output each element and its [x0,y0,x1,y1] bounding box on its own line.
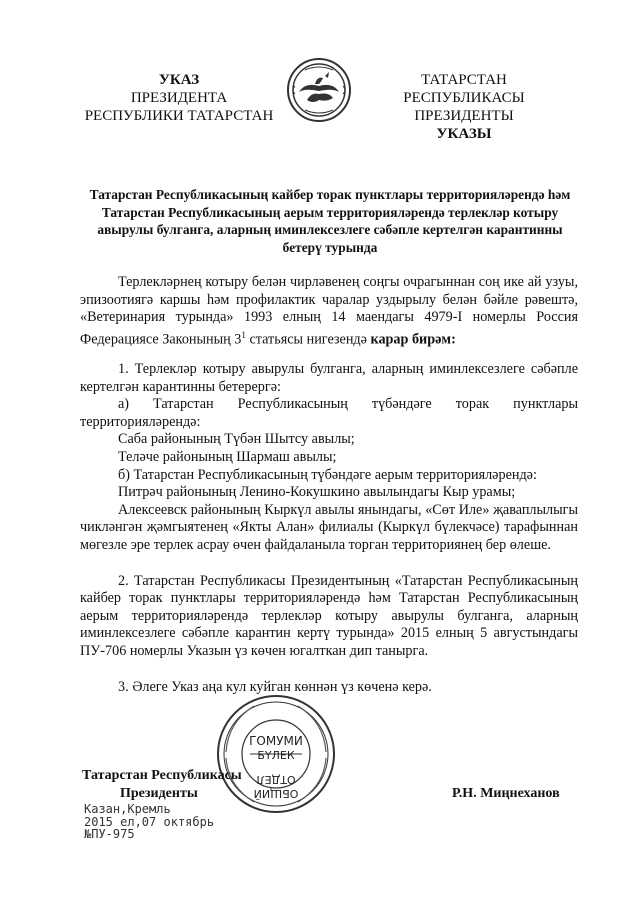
header-right-line1: ТАТАРСТАН РЕСПУБЛИКАСЫ [403,72,525,106]
preamble-sup: 1 [241,329,246,340]
item-1b-2: Алексеевск районының Кыркүл авылы янындагы, «Сөт Иле» җаваплылыгы чикләнгән җәмгыятенең «Якты Алан» филиалы (Кыркүл бүлекчәсе) тарафыннан мөгезле эре терлек асрау өчен файдаланыла торган территориянең бер өлеше. [80,501,578,554]
header-right-line3: УКАЗЫ [436,126,492,142]
item-1a-2: Теләче районының Шармаш авылы; [118,449,337,466]
item-1b: б) Татарстан Республикасының түбәндәге аерым территорияләрендә: [118,466,537,483]
preamble-text-after: статьясы нигезендә [245,331,371,348]
preamble-text: Терлекләрнең котыру белән чирләвенең соңгы очрагыннан соң ике ай узуы, эпизоотиягә каршы һәм профилактик чаралар уздырылу белән бәйле рәвештә, «Ветеринария турында» 1993 елның 14 маендагы 4979-I номерлы Россия Федерациясе Законының 3 [80,274,578,348]
header-right-line2: ПРЕЗИДЕНТЫ [414,108,514,124]
place-date [84,803,214,841]
place-line1: Казан,Кремль [84,802,171,816]
stamp-line3: ОТДЕЛ [256,773,296,786]
stamp-line2: БҮЛЕК [257,749,295,762]
stamp-line1: ГОМУМИ [249,734,303,748]
item-3: 3. Әлеге Указ аңа кул куйган көннән үз көченә керә. [118,678,432,695]
preamble-bold: карар бирәм: [370,331,456,348]
decree-title: Татарстан Республикасының кайбер торак пунктлары территорияләрендә һәм Татарстан Республикасының аерым территорияләрендә терлекләр котыру авырулы булганга, аларның иминлексезлеге сәбәпле кертелгән карантинны бетерү турында [89,187,571,255]
item-1b-1: Питрәч районының Ленино-Кокушкино авылындагы Кыр урамы; [118,484,516,501]
header-left [84,71,274,125]
item-1a: а) Татарстан Республикасының түбәндәге торак пунктлары территорияләрендә: [80,396,578,430]
tatarstan-coat-of-arms-icon [285,56,353,124]
item-1a-1: Саба районының Түбән Шытсу авылы; [118,431,355,448]
signature-name: Р.Н. Миңнеханов [452,786,560,801]
item-2: 2. Татарстан Республикасы Президентының «Татарстан Республикасының кайбер торак пунктлары территорияләрендә һәм Татарстан Республикасының аерым территорияләрендә терлекләр котыру авырулы булганга, аларның иминлексезлеге сәбәпле карантин кертү турында» 2015 елның 5 августындагы ПУ-706 номерлы Указын үз көчен югалткан дип танырга. [80,572,578,660]
header-left-line3: РЕСПУБЛИКИ ТАТАРСТАН [84,108,274,124]
decree-body [80,274,578,696]
item-1: 1. Терлекләр котыру авырулы булганга, аларның иминлексезлеге сәбәпле кертелгән карантинны бетерергә: [80,361,578,395]
header-left-line2: ПРЕЗИДЕНТА [130,90,228,106]
stamp-line4: ОБЩИЙ [253,787,299,800]
preamble [80,274,578,349]
signature-line2: Президенты [120,786,198,801]
place-line2: 2015 ел,07 октябрь [84,814,215,829]
header-left-line1: УКАЗ [158,72,200,88]
place-line3: №ПУ-975 [84,827,135,842]
signature-line1: Татарстан Республикасы [82,768,242,783]
header-right [364,71,564,143]
signature-title [82,767,242,803]
